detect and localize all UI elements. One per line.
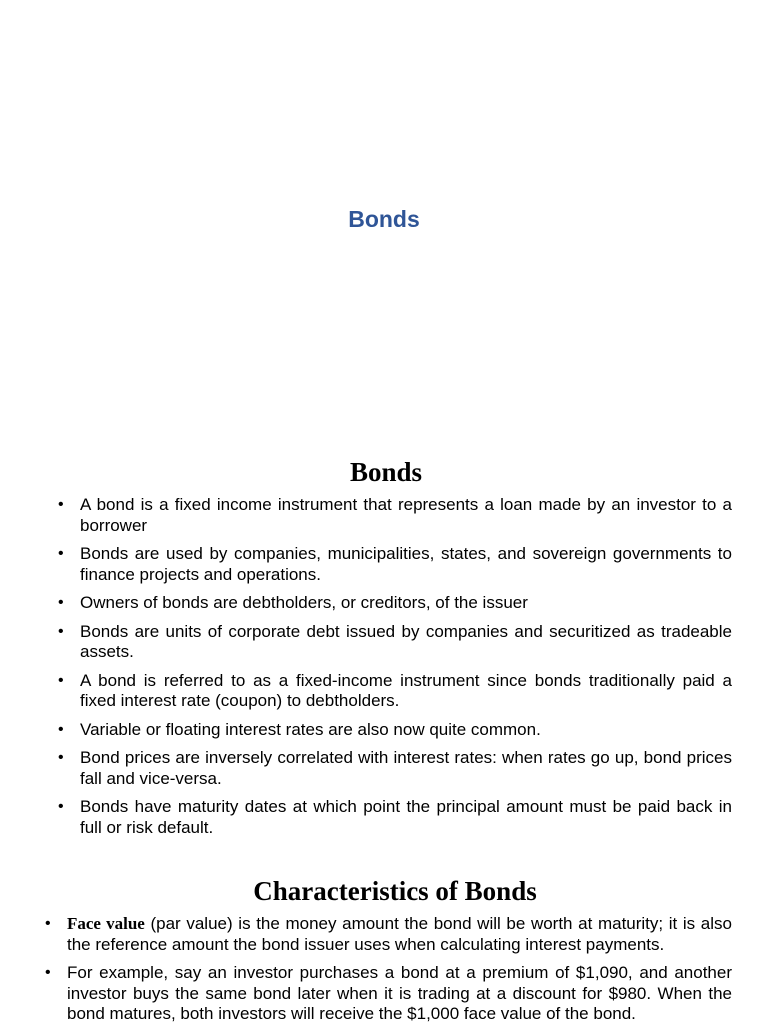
- bullet-item: [45, 914, 732, 955]
- bonds-bullet-list: [58, 495, 732, 846]
- bullet-dot-icon: •: [58, 594, 64, 611]
- characteristics-heading: Characteristics of Bonds: [253, 876, 537, 906]
- bullet-text: Bonds are units of corporate debt issued by companies and securitized as tradeable assets.: [80, 621, 732, 661]
- bullet-text: A bond is a fixed income instrument that represents a loan made by an investor to a borrower: [80, 495, 732, 535]
- bullet-item: [58, 544, 732, 585]
- bullet-dot-icon: •: [58, 496, 64, 513]
- bullet-item: [58, 621, 732, 663]
- bullet-item: [58, 495, 732, 536]
- bullet-dot-icon: •: [58, 622, 64, 640]
- bullet-text: Bonds are used by companies, municipalities, states, and sovereign governments to finance projects and operations.: [80, 544, 732, 584]
- bullet-dot-icon: •: [58, 798, 64, 815]
- bullet-dot-icon: •: [45, 915, 51, 932]
- bullet-text: (par value) is the money amount the bond will be worth at maturity; it is also the reference amount the bond issuer uses when calculating interest payments.: [67, 914, 732, 954]
- bullet-text: Variable or floating interest rates are also now quite common.: [80, 719, 541, 739]
- bullet-text: A bond is referred to as a fixed-income instrument since bonds traditionally paid a fixed interest rate (coupon) to debtholders.: [80, 670, 732, 710]
- bullet-dot-icon: •: [58, 720, 64, 738]
- bullet-dot-icon: •: [58, 749, 64, 766]
- slide-title: Bonds: [348, 206, 420, 232]
- bullet-text: Owners of bonds are debtholders, or creditors, of the issuer: [80, 593, 528, 612]
- bullet-dot-icon: •: [58, 671, 64, 689]
- bullet-text: For example, say an investor purchases a bond at a premium of $1,090, and another investor buys the same bond later when it is trading at a discount for $980. When the bond matures, both investors will receive the $1,000 face value of the bond.: [67, 963, 732, 1023]
- bullet-dot-icon: •: [45, 964, 51, 981]
- characteristics-bullet-list: [45, 914, 732, 1033]
- term-face-value: Face value: [67, 914, 145, 933]
- bullet-item: [58, 748, 732, 789]
- bullet-text: Bonds have maturity dates at which point the principal amount must be paid back in full or risk default.: [80, 797, 732, 837]
- bullet-dot-icon: •: [58, 545, 64, 562]
- bonds-heading: Bonds: [349, 457, 423, 487]
- bullet-item: [58, 797, 732, 838]
- bullet-item: [58, 719, 732, 741]
- bullet-item: [58, 670, 732, 712]
- bullet-text: Bond prices are inversely correlated with interest rates: when rates go up, bond prices fall and vice-versa.: [80, 748, 732, 788]
- bullet-item: [58, 593, 732, 614]
- bullet-item: [45, 963, 732, 1025]
